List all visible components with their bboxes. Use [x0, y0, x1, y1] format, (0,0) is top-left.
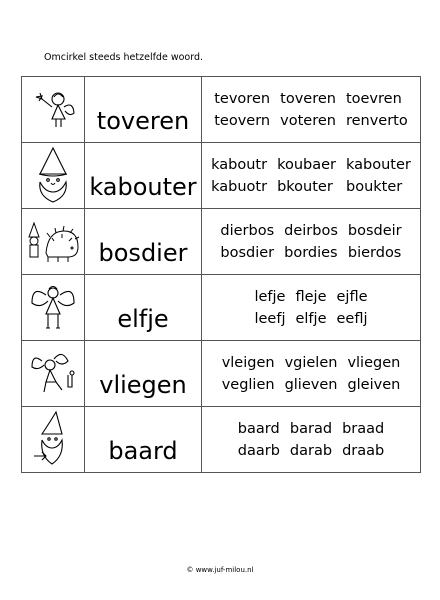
target-word-cell [85, 341, 202, 407]
word-option[interactable]: veglien [221, 376, 275, 393]
word-option[interactable]: boukter [346, 178, 403, 195]
word-option[interactable]: fleje [295, 288, 327, 305]
word-option[interactable]: dierbos [220, 222, 275, 239]
exercise-row [22, 143, 421, 209]
fairy-with-wand-illustration [22, 77, 85, 143]
winged-elf-illustration [22, 275, 85, 341]
word-option[interactable]: darab [289, 442, 333, 459]
word-option[interactable]: voteren [280, 112, 336, 129]
footer-copyright: © www.juf-milou.nl [186, 566, 254, 574]
word-option[interactable]: gleiven [347, 376, 401, 393]
word-option[interactable]: daarb [237, 442, 280, 459]
word-option[interactable]: bosdeir [347, 222, 402, 239]
word-option[interactable]: vleigen [221, 354, 275, 371]
word-option[interactable]: eeflj [336, 310, 368, 327]
exercise-row [22, 341, 421, 407]
target-word-cell [85, 143, 202, 209]
word-option[interactable]: toveren [280, 90, 336, 107]
word-options-grid [202, 420, 420, 460]
word-options-grid [202, 90, 420, 130]
word-option[interactable]: bordies [284, 244, 338, 261]
instruction-text: Omcirkel steeds hetzelfde woord. [44, 52, 204, 63]
target-word-cell [85, 275, 202, 341]
exercise-row [22, 77, 421, 143]
word-options-cell [202, 407, 421, 473]
target-word: kabouter [89, 172, 197, 201]
gnome-with-hedgehog-illustration [22, 209, 85, 275]
word-option[interactable]: glieven [284, 376, 338, 393]
target-word: toveren [96, 106, 190, 135]
target-word: elfje [117, 304, 169, 333]
target-word: bosdier [98, 238, 188, 267]
target-word-cell [85, 77, 202, 143]
word-option[interactable]: braad [342, 420, 385, 437]
word-option[interactable]: baard [237, 420, 280, 437]
word-option[interactable]: koubaer [277, 156, 336, 173]
word-matching-table [21, 76, 421, 473]
word-option[interactable]: leefj [254, 310, 286, 327]
target-word: baard [108, 436, 178, 465]
word-options-grid [202, 288, 420, 328]
word-option[interactable]: barad [289, 420, 333, 437]
word-option[interactable]: tevoren [214, 90, 271, 107]
target-word-cell [85, 407, 202, 473]
word-options-cell [202, 143, 421, 209]
word-option[interactable]: bierdos [347, 244, 402, 261]
word-options-cell [202, 275, 421, 341]
word-option[interactable]: kabouter [346, 156, 411, 173]
word-options-grid [202, 156, 420, 196]
flying-fairy-illustration [22, 341, 85, 407]
word-option[interactable]: deirbos [284, 222, 338, 239]
word-option[interactable]: kabuotr [211, 178, 268, 195]
bearded-gnome-illustration [22, 407, 85, 473]
word-option[interactable]: bosdier [220, 244, 275, 261]
word-options-cell [202, 209, 421, 275]
exercise-row [22, 209, 421, 275]
word-option[interactable]: vgielen [284, 354, 338, 371]
gnome-portrait-illustration [22, 143, 85, 209]
word-option[interactable]: bkouter [277, 178, 333, 195]
word-option[interactable]: draab [342, 442, 385, 459]
word-option[interactable]: kaboutr [211, 156, 268, 173]
word-option[interactable]: elfje [295, 310, 327, 327]
word-option[interactable]: renverto [345, 112, 408, 129]
word-option[interactable]: teovern [214, 112, 271, 129]
word-option[interactable]: ejfle [336, 288, 368, 305]
word-options-cell [202, 77, 421, 143]
word-options-grid [202, 222, 420, 262]
exercise-row [22, 275, 421, 341]
word-option[interactable]: toevren [345, 90, 402, 107]
word-option[interactable]: lefje [254, 288, 286, 305]
exercise-row [22, 407, 421, 473]
target-word-cell [85, 209, 202, 275]
word-option[interactable]: vliegen [347, 354, 401, 371]
word-options-grid [202, 354, 420, 394]
word-options-cell [202, 341, 421, 407]
target-word: vliegen [99, 370, 187, 399]
